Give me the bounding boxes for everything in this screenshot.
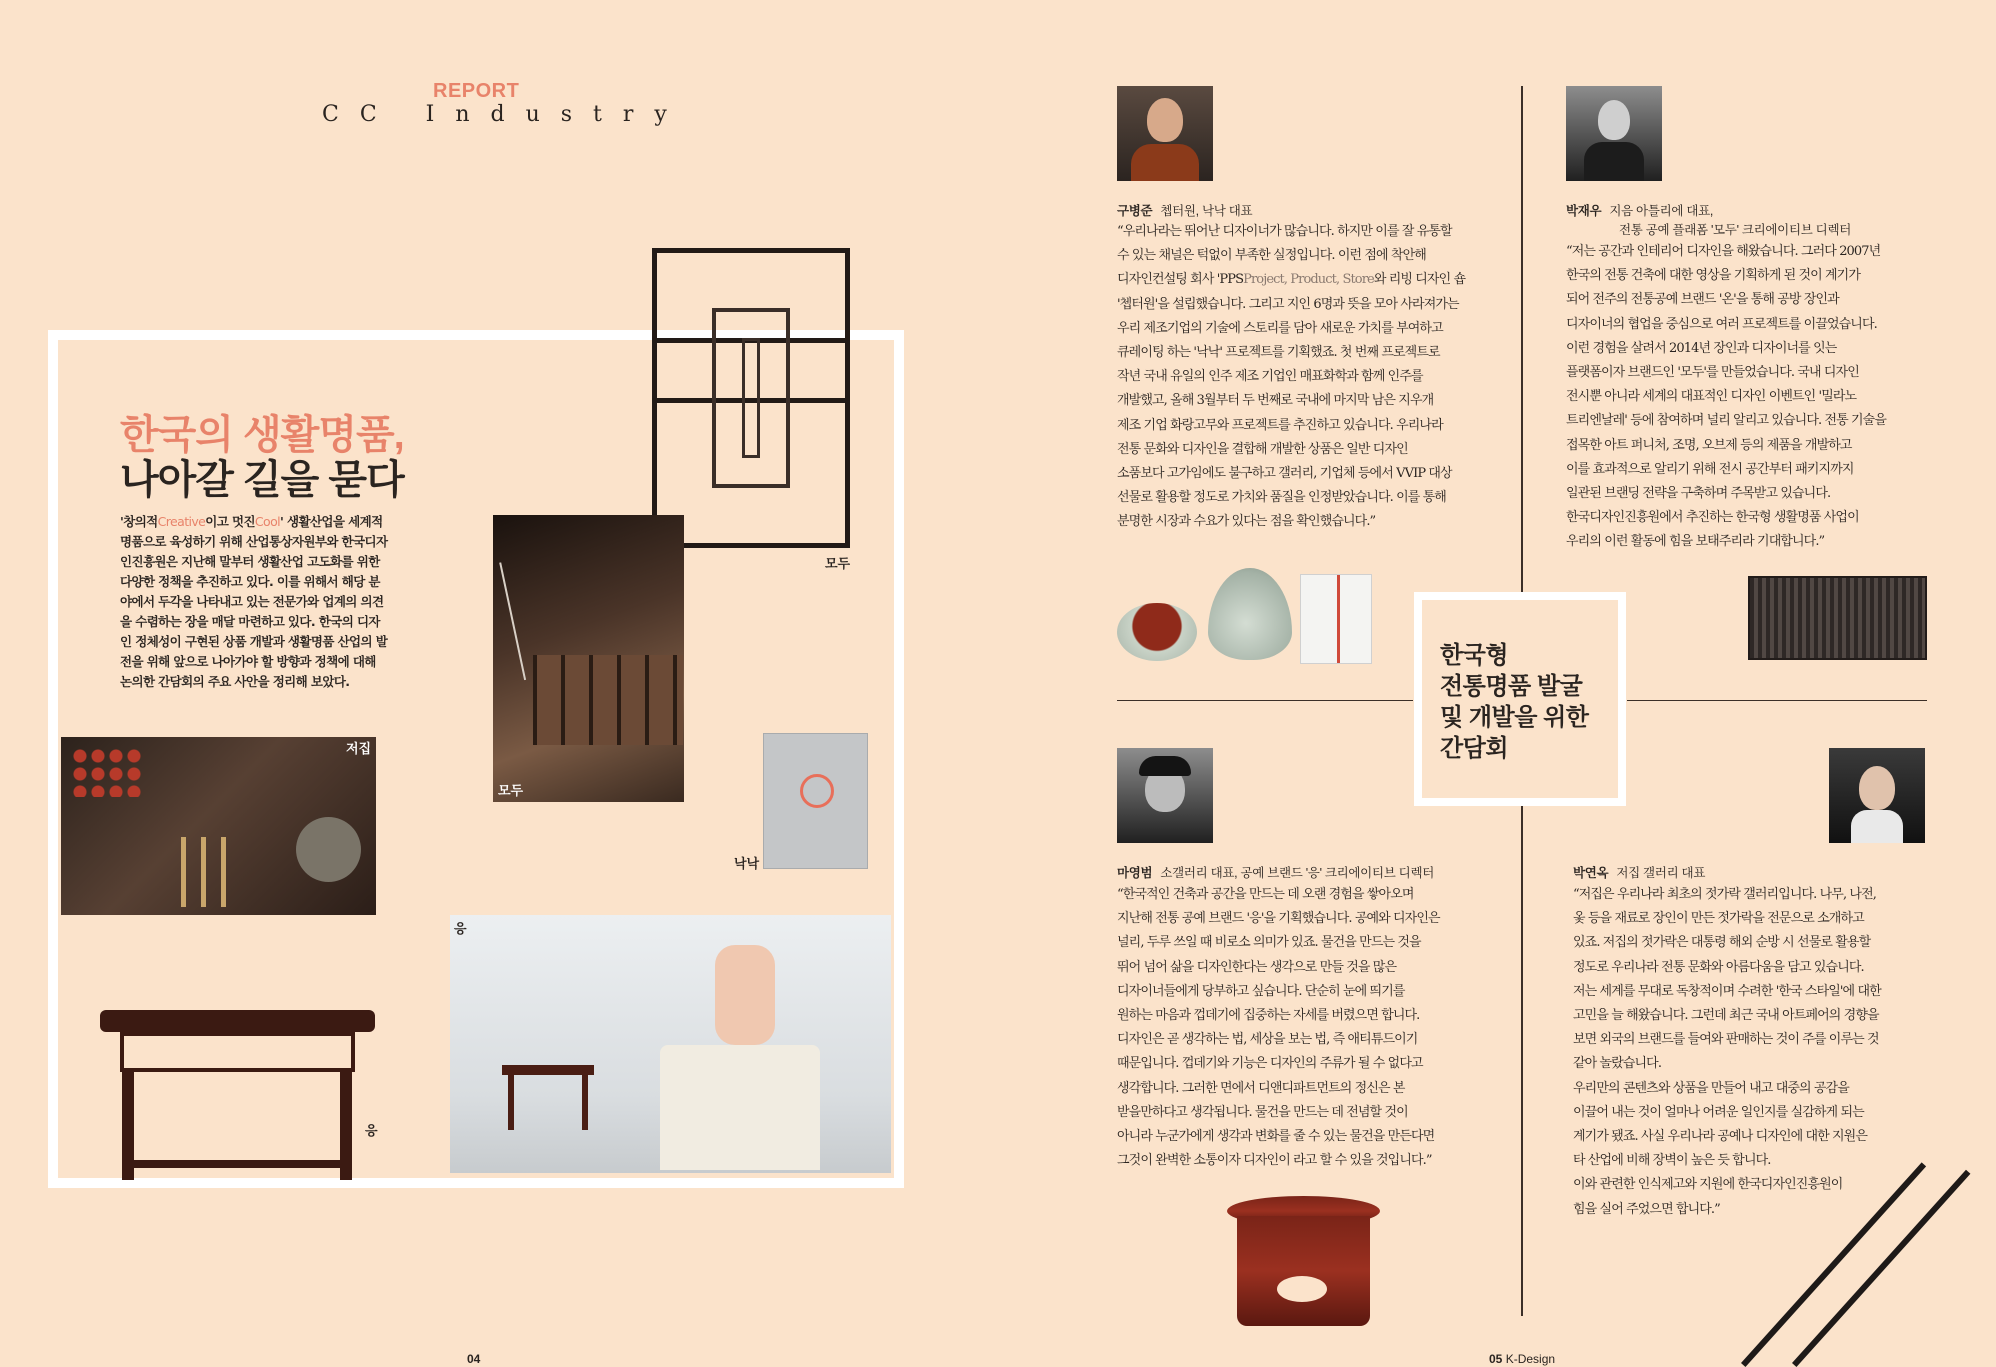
caption-modu-shelf: 모두 xyxy=(825,556,851,571)
panelist-name-park-jaewoo: 박재우 지음 아틀리에 대표, xyxy=(1566,204,1714,218)
package-product xyxy=(1300,574,1372,664)
ink-pad-product xyxy=(1117,603,1197,661)
quote-ma: “한국적인 건축과 공간을 만드는 데 오랜 경험을 쌓아오며 지난해 전통 공예 브랜드 '응'을 기획했습니다. 공예와 디자인은 널리, 두루 쓰일 때 비로소 의미가 있죠. 물건을 만드는 것을 뛰어 넘어 삶을 디자인한다는 생각으로 만들 것을 많은 디자이너들에게 당부하고 싶습니다. 단순히 눈에 띄기를 원하는 마음과 껍데기에 집중하는 자세를 버렸으면 합니다. 디자인은 곧 생각하는 법, 세상을 보는 법, 즉 애티튜드이기 때문입니다. 껍데기와 기능은 디자인의 주류가 될 수 없다고 생각합니다. 그러한 면에서 디앤디파트먼트의 정신은 본 받을만하다고 생각됩니다. 물건을 만드는 데 전념할 것이 아니라 누군가에게 생각과 변화를 줄 수 있는 물건을 만든다면 그것이 완벽한 소통이자 디자인이 라고 할 수 있을 것입니다.” xyxy=(1117,887,1440,1169)
panelist-role-park-jaewoo: 전통 공예 플래폼 '모두' 크리에이티브 디렉터 xyxy=(1619,223,1851,237)
article-title-line1: 한국의 생활명품, xyxy=(120,413,404,457)
section-label: REPORT xyxy=(433,80,520,102)
eung-table-image xyxy=(100,1010,375,1185)
modu-room-photo xyxy=(493,515,684,802)
quote-koo: “우리나라는 뛰어난 디자이너가 많습니다. 하지만 이를 잘 유통할 수 있는 채널은 턱없이 부족한 실정입니다. 이런 점에 착안해 디자인컨설팅 회사 'PPSProject, Product, Store와 리빙 디자인 숍 '쳅터원'을 설립했습니다. 그리고 지인 6명과 뜻을 모아 사라져가는 우리 제조기업의 기술에 스토리를 담아 새로운 가치를 부여하고 큐레이팅 하는 '낙낙' 프로젝트를 기획했죠. 첫 번째 프로젝트로 작년 국내 유일의 인주 제조 기업인 매표화학과 함께 인주를 개발했고, 올해 3월부터 두 번째로 국내에 마지막 남은 지우개 제조 기업 화랑고무와 프로젝트를 추진하고 있습니다. 우리나라 전통 문화와 디자인을 결합해 개발한 상품은 일반 디자인 소품보다 고가임에도 불구하고 갤러리, 기업체 등에서 VVIP 대상 선물로 활용할 정도로 가치와 품질을 인정받았습니다. 이를 통해 분명한 시장과 수요가 있다는 점을 확인했습니다.” xyxy=(1117,224,1466,530)
caption-nangnak: 낙낙 xyxy=(734,856,760,871)
article-title-line2: 나아갈 길을 묻다 xyxy=(120,458,404,502)
ceramic-product xyxy=(1208,568,1292,660)
page-number-left: 04 xyxy=(467,1352,481,1366)
portrait-koo xyxy=(1117,86,1213,181)
panelist-name-koo: 구병준 쳅터원, 낙낙 대표 xyxy=(1117,204,1253,218)
modu-shelf-image xyxy=(652,248,850,548)
row-divider-left xyxy=(1117,700,1413,701)
intro-paragraph: '창의적Creative이고 멋진Cool' 생활산업을 세계적 명품으로 육성하기 위해 산업통상자원부와 한국디자인진흥원은 지난해 말부터 생활산업 고도화를 위한 다양한 정책을 추진하고 있다. 이를 위해서 해당 분야에서 두각을 나타내고 있는 전문가와 업계의 의견을 수렴하는 장을 매달 마련하고 있다. 한국의 디자인 정체성이 구현된 상품 개발과 생활명품 산업의 발전을 위해 앞으로 나아가야 할 방향과 정책에 대해 논의한 간담회의 주요 사안을 정리해 보았다. xyxy=(120,514,388,689)
caption-eung-photo: 응 xyxy=(454,921,467,936)
portrait-park-yeonok xyxy=(1829,748,1925,843)
roundtable-title-line1: 한국형 xyxy=(1440,642,1509,669)
modu-basket-product xyxy=(1748,576,1927,660)
portrait-ma xyxy=(1117,748,1213,843)
quote-park-jaewoo: “저는 공간과 인테리어 디자인을 해왔습니다. 그러다 2007년 한국의 전통 건축에 대한 영상을 기획하게 된 것이 계기가 되어 전주의 전통공예 브랜드 '온'을 통해 공방 장인과 디자이너의 협업을 중심으로 여러 프로젝트를 이끌었습니다. 이런 경험을 살려서 2014년 장인과 디자이너를 잇는 플랫폼이자 브랜드인 '모두'를 만들었습니다. 국내 디자인 전시뿐 아니라 세계의 대표적인 디자인 이벤트인 '밀라노 트리엔날레' 등에 참여하며 널리 알리고 있습니다. 전통 기술을 접목한 아트 퍼니처, 조명, 오브제 등의 제품을 개발하고 이를 효과적으로 알리기 위해 전시 공간부터 패키지까지 일관된 브랜딩 전략을 구축하며 주목받고 있습니다. 한국디자인진흥원에서 추진하는 한국형 생활명품 사업이 우리의 이런 활동에 힘을 보태주리라 기대합니다.” xyxy=(1566,244,1886,550)
nangnak-book-photo xyxy=(763,733,868,869)
panelist-name-park-yeonok: 박연옥 저집 갤러리 대표 xyxy=(1573,866,1706,880)
caption-jeojip: 저집 xyxy=(346,741,372,756)
row-divider-right xyxy=(1627,700,1927,701)
panelist-name-ma: 마영범 소갤러리 대표, 공예 브랜드 '응' 크리에이티브 디렉터 xyxy=(1117,866,1434,880)
jeojip-photo xyxy=(61,737,376,915)
roundtable-title-line3: 및 개발을 위한 xyxy=(1440,704,1589,731)
eung-photo xyxy=(450,915,891,1173)
caption-modu-room: 모두 xyxy=(498,783,524,798)
caption-eung-table: 응 xyxy=(365,1123,378,1138)
page-number-right: 05 K-Design xyxy=(1489,1352,1556,1366)
quote-park-yeonok: “저집은 우리나라 최초의 젓가락 갤러리입니다. 나무, 나전, 옻 등을 재료로 장인이 만든 젓가락을 전문으로 소개하고 있죠. 저집의 젓가락은 대통령 해외 순방 시 선물로 활용할 정도로 우리나라 전통 문화와 아름다움을 담고 있습니다. 저는 세계를 무대로 독창적이며 수려한 '한국 스타일'에 대한 고민을 늘 해왔습니다. 그런데 최근 국내 아트페어의 경향을 보면 외국의 브랜드를 들여와 판매하는 것이 주를 이루는 것 같아 놀랐습니다. 우리만의 콘텐츠와 상품을 만들어 내고 대중의 공감을 이끌어 내는 것이 얼마나 어려운 일인지를 실감하게 되는 계기가 됐죠. 사실 우리나라 공예나 디자인에 대한 지원은 타 산업에 비해 장벽이 높은 듯 합니다. 이와 관련한 인식제고와 지원에 한국디자인진흥원이 힘을 실어 주었으면 합니다.” xyxy=(1573,887,1881,1217)
series-title: CC Industry xyxy=(322,102,688,127)
seal-mark xyxy=(800,774,834,808)
roundtable-title-line2: 전통명품 발굴 xyxy=(1440,673,1583,700)
roundtable-title-box xyxy=(1414,592,1626,806)
eung-stool-product xyxy=(1227,1196,1380,1336)
roundtable-title-line4: 간담회 xyxy=(1440,735,1509,762)
portrait-park-jaewoo xyxy=(1566,86,1662,181)
